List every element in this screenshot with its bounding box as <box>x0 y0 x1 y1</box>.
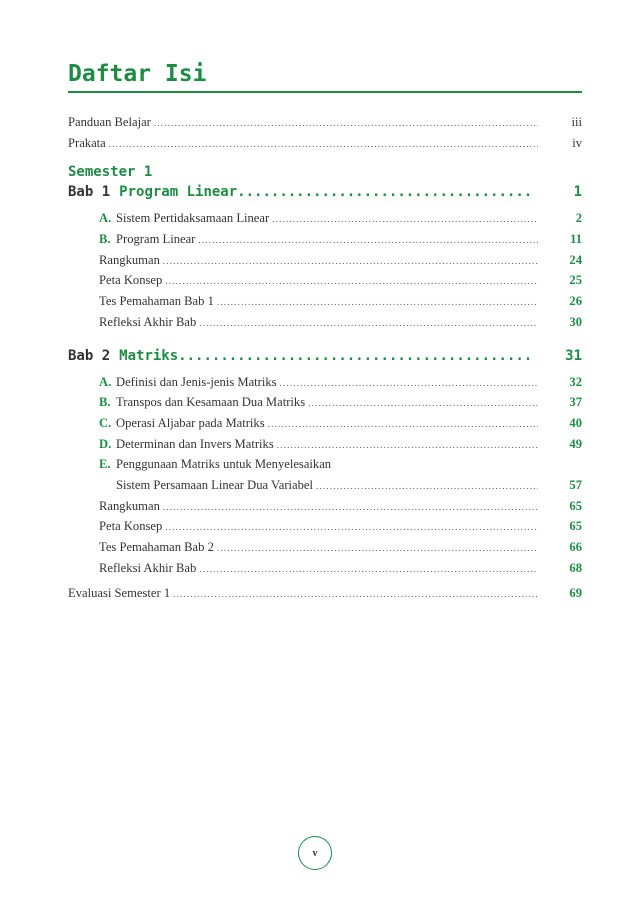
toc-extra-tes-pemahaman-1[interactable] <box>68 291 582 312</box>
section-label: Operasi Aljabar pada Matriks <box>116 415 265 430</box>
leader-dots <box>308 393 538 414</box>
section-letter: E. <box>99 457 111 472</box>
chapter-number: Bab 1 <box>68 184 111 201</box>
toc-extra-rangkuman-1[interactable] <box>68 250 582 271</box>
toc-section-2e-line1[interactable] <box>68 454 582 475</box>
page-number: v <box>298 836 332 870</box>
chapter-page: 1 <box>573 184 582 201</box>
extra-label: Tes Pemahaman Bab 2 <box>99 540 214 554</box>
toc-entry-page: iv <box>572 135 582 150</box>
leader-dots <box>163 497 538 518</box>
section-label: Determinan dan Invers Matriks <box>116 436 274 451</box>
leader-dots <box>198 230 538 251</box>
chapter-name: Matriks <box>119 347 179 364</box>
leader-dots <box>199 313 538 334</box>
extra-label: Refleksi Akhir Bab <box>99 314 197 329</box>
section-page: 2 <box>575 211 582 226</box>
extra-page: 66 <box>569 540 582 554</box>
section-letter: B. <box>99 395 111 410</box>
chapter-name: Program Linear <box>119 184 238 201</box>
leader-dots <box>217 538 538 559</box>
leader-dots <box>163 251 538 272</box>
toc-extra-rangkuman-2[interactable] <box>68 496 582 517</box>
toc-entry-panduan-belajar[interactable] <box>68 112 582 133</box>
section-letter: D. <box>99 436 112 451</box>
section-letter: A. <box>99 374 112 389</box>
section-label: Definisi dan Jenis-jenis Matriks <box>116 374 277 389</box>
toc-extra-peta-konsep-2[interactable] <box>68 516 582 537</box>
extra-label: Tes Pemahaman Bab 1 <box>99 294 214 309</box>
section-page: 11 <box>570 232 582 247</box>
toc-entry-label: Prakata <box>68 135 106 150</box>
page-title: Daftar Isi <box>68 60 582 93</box>
leader-dots <box>178 345 534 367</box>
chapter-heading-bab-2[interactable] <box>68 345 582 367</box>
toc-extra-tes-pemahaman-2[interactable] <box>68 537 582 558</box>
section-page: 32 <box>569 374 582 389</box>
leader-dots <box>165 517 538 538</box>
leader-dots <box>280 373 538 394</box>
leader-dots <box>316 476 538 497</box>
toc-section-2c[interactable] <box>68 413 582 434</box>
toc-section-2d[interactable] <box>68 434 582 455</box>
toc-extra-peta-konsep-1[interactable] <box>68 270 582 291</box>
section-letter: A. <box>99 211 112 226</box>
extra-label: Refleksi Akhir Bab <box>99 560 197 575</box>
extra-label: Peta Konsep <box>99 273 163 288</box>
section-label: Sistem Pertidaksamaan Linear <box>116 211 270 226</box>
toc-entry-prakata[interactable] <box>68 133 582 154</box>
leader-dots <box>165 271 538 292</box>
section-page: 49 <box>569 436 582 451</box>
section-label-continued: Sistem Persamaan Linear Dua Variabel <box>116 477 314 492</box>
section-page: 40 <box>569 415 582 430</box>
extra-page: 65 <box>569 519 582 534</box>
extra-page: 68 <box>569 560 582 575</box>
extra-label: Rangkuman <box>99 498 160 513</box>
toc-entry-label: Evaluasi Semester 1 <box>68 586 171 601</box>
section-page: 57 <box>569 477 582 492</box>
toc-section-1a[interactable] <box>68 208 582 229</box>
chapter-number: Bab 2 <box>68 347 111 364</box>
semester-heading: Semester 1 <box>68 164 153 181</box>
leader-dots <box>268 414 538 435</box>
section-label: Transpos dan Kesamaan Dua Matriks <box>116 395 306 410</box>
section-letter: B. <box>99 232 111 247</box>
toc-entry-label: Panduan Belajar <box>68 115 151 129</box>
table-of-contents <box>68 112 582 604</box>
leader-dots <box>277 435 538 456</box>
leader-dots <box>237 181 534 203</box>
chapter-page: 31 <box>565 347 582 364</box>
section-page: 37 <box>569 395 582 410</box>
extra-page: 26 <box>569 294 582 309</box>
toc-entry-evaluasi-semester[interactable] <box>68 583 582 604</box>
extra-page: 65 <box>569 498 582 513</box>
toc-section-2b[interactable] <box>68 392 582 413</box>
leader-dots <box>154 113 538 134</box>
extra-page: 24 <box>569 252 582 267</box>
leader-dots <box>199 559 538 580</box>
leader-dots <box>173 584 538 605</box>
toc-extra-refleksi-1[interactable] <box>68 312 582 333</box>
leader-dots <box>272 209 538 230</box>
toc-entry-page: 69 <box>569 586 582 601</box>
extra-page: 30 <box>569 314 582 329</box>
chapter-heading-bab-1[interactable] <box>68 181 582 203</box>
toc-section-1b[interactable] <box>68 229 582 250</box>
toc-section-2e-line2[interactable] <box>68 475 582 496</box>
toc-entry-page: iii <box>571 115 582 129</box>
extra-label: Peta Konsep <box>99 519 163 534</box>
section-label: Program Linear <box>116 232 196 247</box>
leader-dots <box>217 292 538 313</box>
toc-extra-refleksi-2[interactable] <box>68 558 582 579</box>
extra-page: 25 <box>569 273 582 288</box>
leader-dots <box>109 134 538 155</box>
toc-section-2a[interactable] <box>68 372 582 393</box>
extra-label: Rangkuman <box>99 252 160 267</box>
section-label: Penggunaan Matriks untuk Menyelesaikan <box>116 457 332 472</box>
section-letter: C. <box>99 415 112 430</box>
